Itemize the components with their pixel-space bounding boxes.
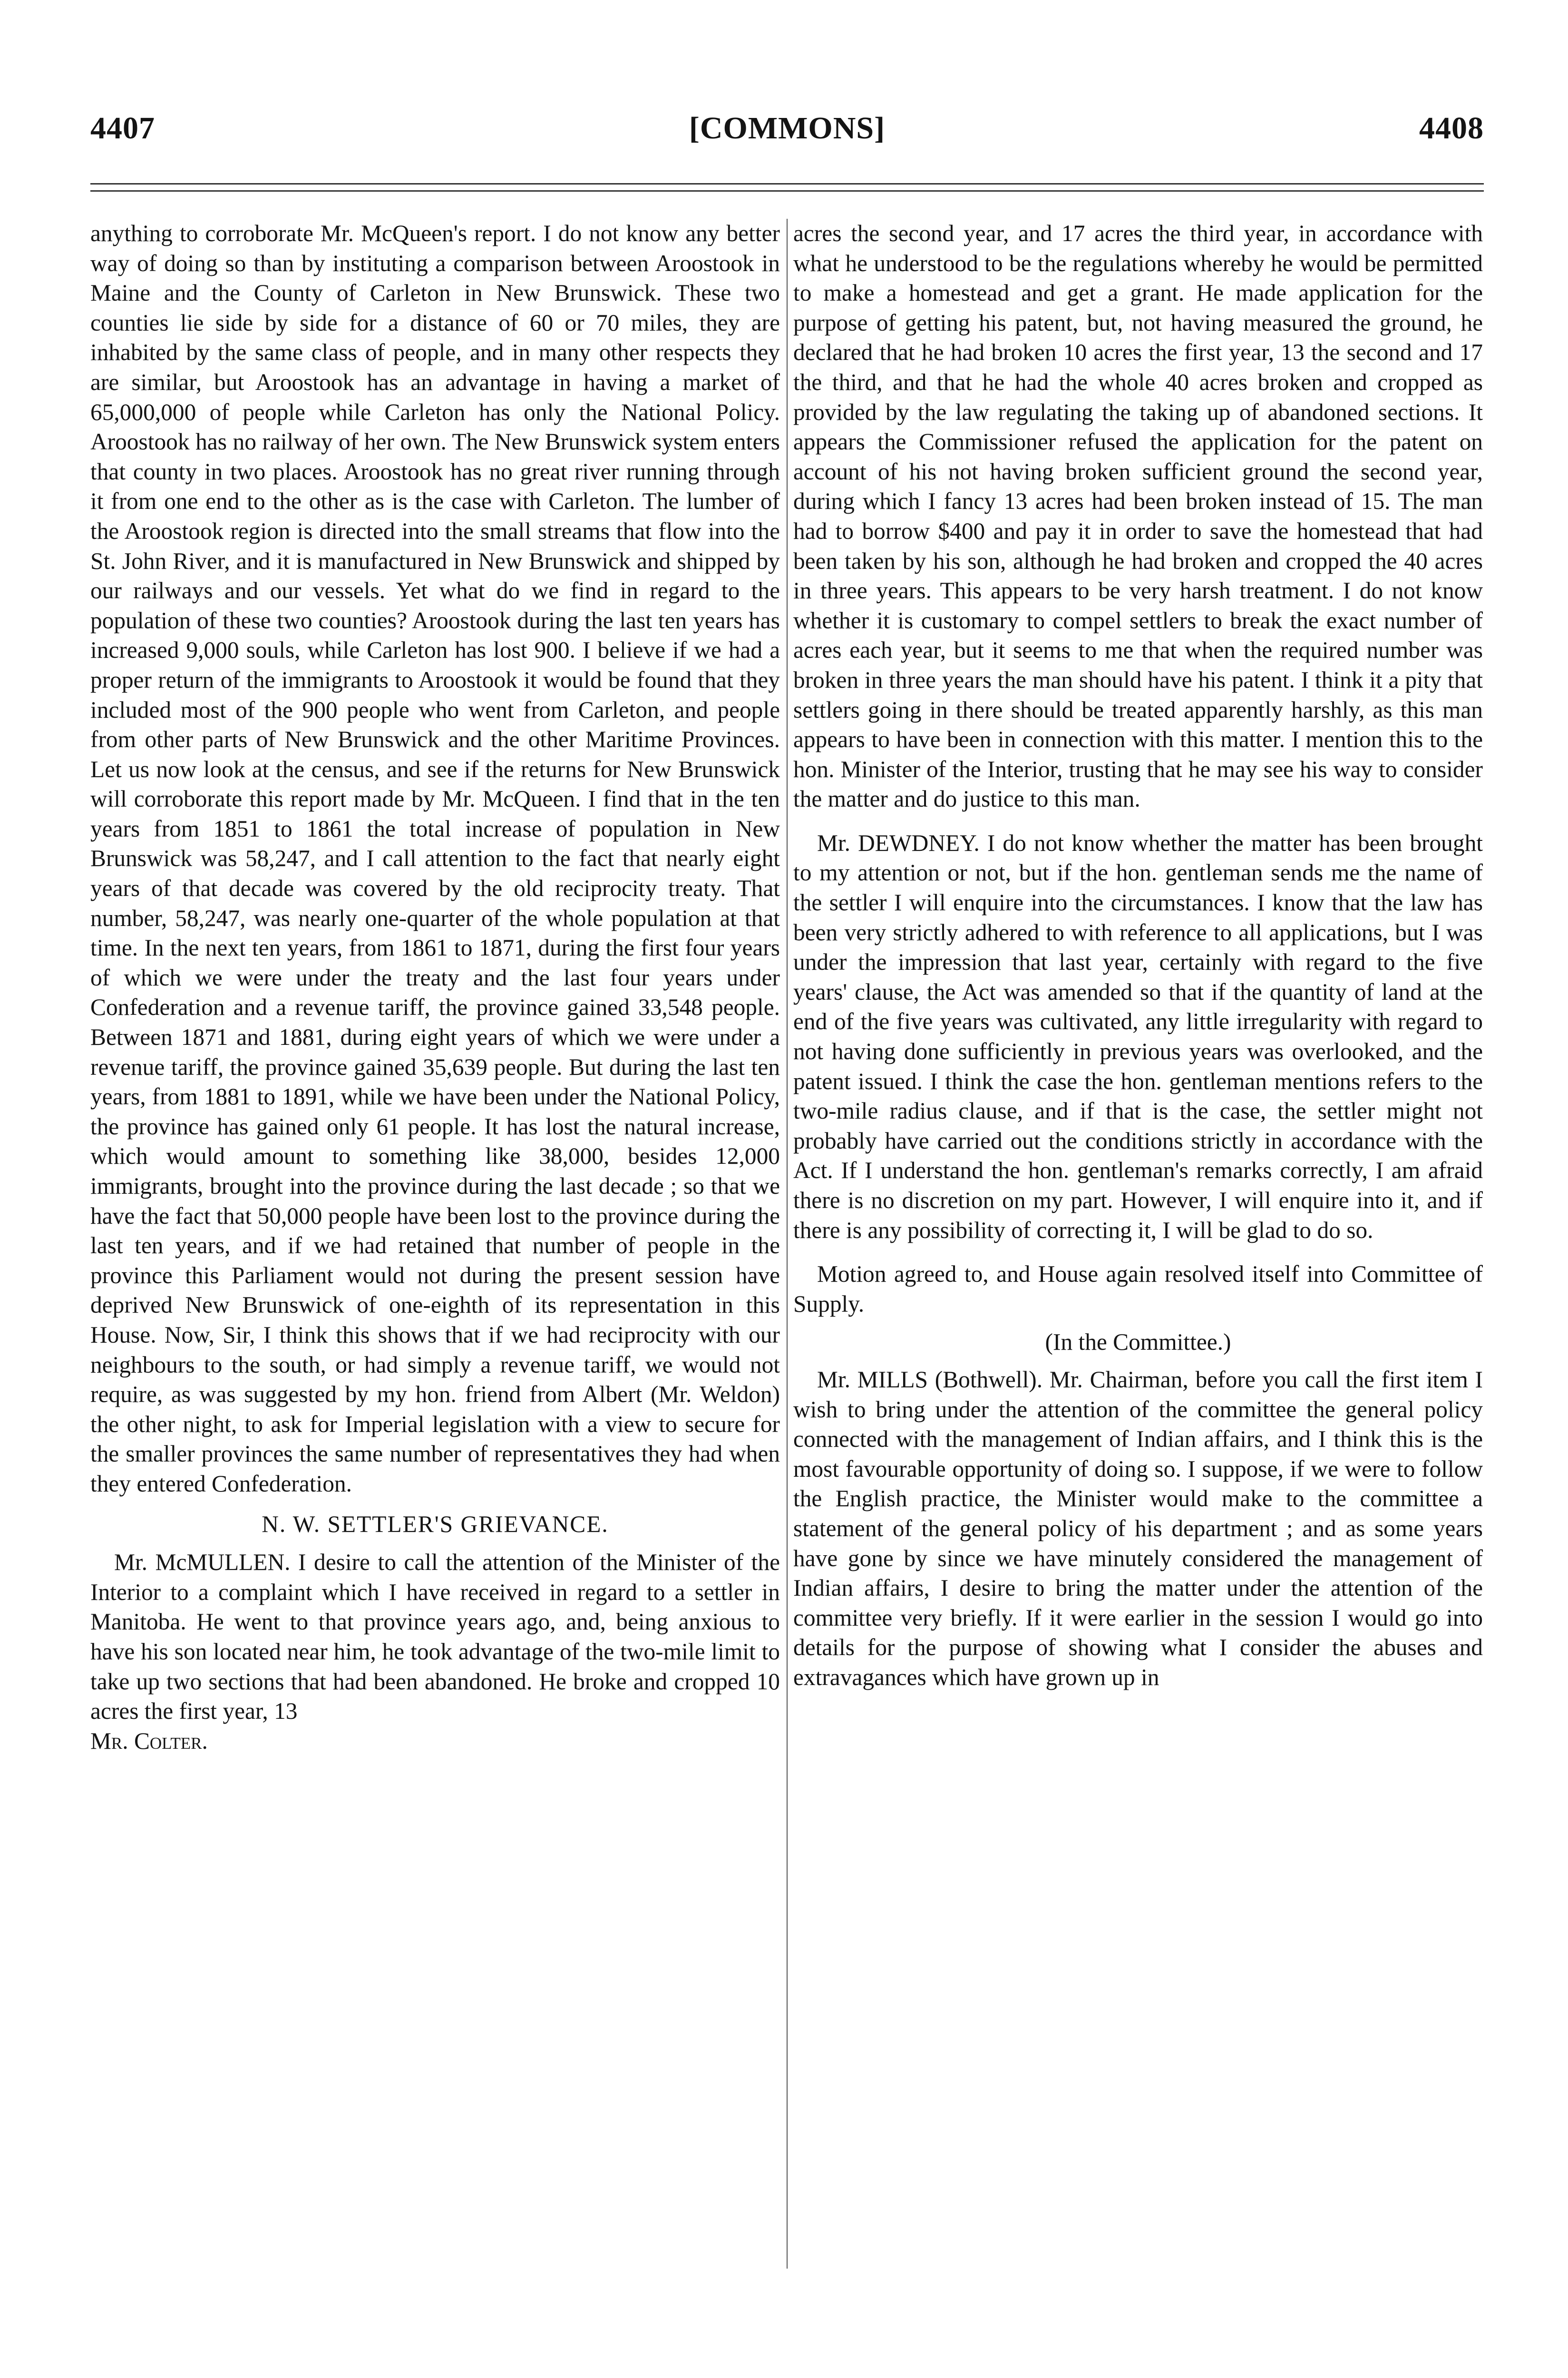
right-paragraph-motion: Motion agreed to, and House again resolved itself into Committee of Supply. [793, 1261, 1483, 1317]
header-rule [90, 183, 1484, 192]
right-column [793, 219, 1483, 2340]
left-paragraph-mcmullen: Mr. McMULLEN. I desire to call the attention of the Minister of the Interior to a complaint which I have received in regard to a settler in Manitoba. He went to that province years ago, and, being anxious to have his son located near him, he took advantage of the two-mile limit to take up two sections that had been abandoned. He broke and cropped 10 acres the first year, 13 [90, 1549, 780, 1725]
left-paragraph-continuation: anything to corroborate Mr. McQueen's report. I do not know any better way of doing so than by instituting a comparison between Aroostook in Maine and the County of Carleton in New Brunswick. These two counties lie side by side for a distance of 60 or 70 miles, they are inhabited by the same class of people, and in many other respects they are similar, but Aroostook has an advantage in having a market of 65,000,000 of people while Carleton has only the National Policy. Aroostook has no railway of her own. The New Brunswick system enters that county in two places. Aroostook has no great river running through it from one end to the other as is the case with Carleton. The lumber of the Aroostook region is directed into the small streams that flow into the St. John River, and it is manufactured in New Brunswick and shipped by our railways and our vessels. Yet what do we find in regard to the population of these two counties? Aroostook during the last ten years has increased 9,000 souls, while Carleton has lost 900. I believe if we had a proper return of the immigrants to Aroostook it would be found that they included most of the 900 people who went from Carleton, and people from other parts of New Brunswick and the other Maritime Provinces. Let us now look at the census, and see if the returns for New Brunswick will corroborate this report made by Mr. McQueen. I find that in the ten years from 1851 to 1861 the total increase of population in New Brunswick was 58,247, and I call attention to the fact that nearly eight years of that decade was covered by the old reciprocity treaty. That number, 58,247, was nearly one-quarter of the whole population at that time. In the next ten years, from 1861 to 1871, during the first four years of which we were under the treaty and the last four years under Confederation and a revenue tariff, the province gained 33,548 people. Between 1871 and 1881, during eight years of which we were under a revenue tariff, the province gained 35,639 people. But during the last ten years, from 1881 to 1891, while we have been under the National Policy, the province has gained only 61 people. It has lost the natural increase, which would amount to something like 38,000, besides 12,000 immigrants, brought into the province during the last decade ; so that we have the fact that 50,000 people have been lost to the province during the last ten years, and if we had retained that number of people in the province this Parliament would not during the present session have deprived New Brunswick of one-eighth of its representation in this House. Now, Sir, I think this shows that if we had reciprocity with our neighbours to the south, or had simply a revenue tariff, we would not require, as was suggested by my hon. friend from Albert (Mr. Weldon) the other night, to ask for Imperial legislation with a view to secure for the smaller provinces the same number of representatives they had when they entered Confederation. [90, 220, 780, 1497]
left-column [90, 219, 780, 2340]
left-page-number: 4407 [90, 111, 155, 146]
right-paragraph-dewdney: Mr. DEWDNEY. I do not know whether the matter has been brought to my attention or not, but if the hon. gentleman sends me the name of the settler I will enquire into the circumstances. I know that the law has been very strictly adhered to with reference to all applications, but I was under the impression that last year, certainly with regard to the five years' clause, the Act was amended so that if the quantity of land at the end of the five years was cultivated, any little irregularity with regard to not having done sufficiently in previous years was overlooked, and the patent issued. I think the case the hon. gentleman mentions refers to the two-mile radius clause, and if that is the case, the settler might not probably have carried out the conditions strictly in accordance with the Act. If I understand the hon. gentleman's remarks correctly, I am afraid there is no discretion on my part. However, I will enquire into it, and if there is any possibility of correcting it, I will be glad to do so. [793, 829, 1483, 1243]
right-page-number: 4408 [1419, 111, 1484, 146]
column-divider [787, 219, 788, 2269]
right-paragraph-mills: Mr. MILLS (Bothwell). Mr. Chairman, before you call the first item I wish to bring under the attention of the committee the general policy connected with the management of Indian affairs, and I think this is the most favourable opportunity of doing so. I suppose, if we were to follow the English practice, the Minister would make to the committee a statement of the general policy of his department ; and as some years have gone by since we have minutely considered the management of Indian affairs, I desire to bring the matter under the attention of the committee very briefly. If it were earlier in the session I would go into details for the purpose of showing what I consider the abuses and extravagances which have grown up in [793, 1366, 1483, 1690]
committee-label: (In the Committee.) [1045, 1329, 1231, 1355]
page-footer-speaker: Mr. Colter. [90, 1727, 208, 1754]
right-paragraph-continuation: acres the second year, and 17 acres the third year, in accordance with what he understood to be the regulations whereby he would be permitted to make a homestead and get a grant. He made application for the purpose of getting his patent, but, not having measured the ground, he declared that he had broken 10 acres the first year, 13 the second and 17 the third, and that he had the whole 40 acres broken and cropped as provided by the law regulating the taking up of abandoned sections. It appears the Commissioner refused the application for the patent on account of his not having broken sufficient ground the second year, during which I fancy 13 acres had been broken instead of 15. The man had to borrow $400 and pay it in order to save the homestead that had been taken by his son, although he had broken and cropped the 40 acres in three years. This appears to be very harsh treatment. I do not know whether it is customary to compel settlers to break the exact number of acres each year, but it seems to me that when the required number was broken in three years the man should have his patent. I think it a pity that settlers going in there should be treated apparently harshly, as this man appears to have been in connection with this matter. I mention this to the hon. Minister of the Interior, trusting that he may see his way to consider the matter and do justice to this man. [793, 220, 1483, 812]
section-heading: N. W. SETTLER'S GRIEVANCE. [262, 1511, 609, 1537]
page-header [90, 110, 1484, 148]
header-title: [COMMONS] [689, 111, 886, 146]
